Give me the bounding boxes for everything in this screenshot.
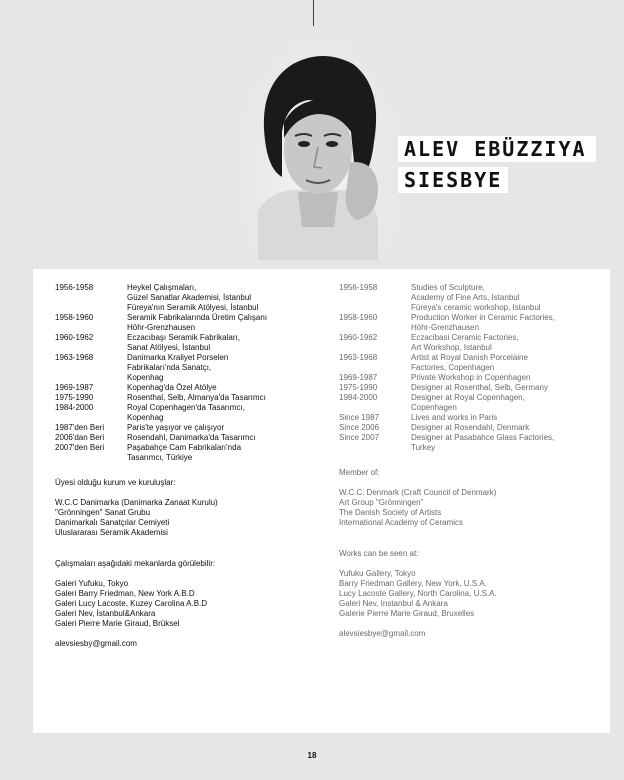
cv-entry xyxy=(55,443,320,463)
cv-years: 1984-2000 xyxy=(55,403,94,412)
galleries-list xyxy=(339,569,604,619)
membership-item: Danimarkalı Sanatçılar Cemiyeti xyxy=(55,518,170,527)
membership-item: The Danish Society of Artists xyxy=(339,508,442,517)
cv-list xyxy=(55,283,320,463)
cv-entry xyxy=(339,433,604,453)
cv-entry xyxy=(339,423,604,433)
cv-years: 1975-1990 xyxy=(55,393,94,402)
cv-entry xyxy=(55,283,320,313)
cv-entry xyxy=(55,423,320,433)
cv-description: Production Worker in Ceramic Factories, Höhr-Grenzhausen xyxy=(411,313,555,332)
cv-years: 2007'den Beri xyxy=(55,443,105,452)
cv-entry xyxy=(55,353,320,383)
cv-description: Royal Copenhagen'da Tasarımcı, Kopenhag xyxy=(127,403,245,422)
galleries-list xyxy=(55,579,320,629)
cv-description: Rosenthal, Selb, Almanya'da Tasarımcı xyxy=(127,393,266,402)
cv-years: 1969-1987 xyxy=(55,383,94,392)
cv-entry xyxy=(339,413,604,423)
cv-description: Lives and works in Paris xyxy=(411,413,498,422)
cv-description: Eczacibasi Ceramic Factories, Art Workshop, Istanbul xyxy=(411,333,519,352)
membership-list xyxy=(339,488,604,528)
contact-email[interactable]: alevsiesbye@gmail.com xyxy=(339,629,426,638)
membership-item: "Grönningen" Sanat Grubu xyxy=(55,508,151,517)
cv-years: Since 1987 xyxy=(339,413,380,422)
portrait-photo xyxy=(238,42,398,260)
cv-years: 2006'dan Beri xyxy=(55,433,105,442)
gallery-item: Galeri Nev, Instanbul & Ankara xyxy=(339,599,448,608)
gallery-item: Galeri Barry Friedman, New York A.B.D xyxy=(55,589,195,598)
membership-item: W.C.C. Denmark (Craft Council of Denmark) xyxy=(339,488,497,497)
cv-description: Designer at Rosenthal, Selb, Germany xyxy=(411,383,548,392)
top-divider-rule xyxy=(313,0,314,26)
cv-years: 1987'den Beri xyxy=(55,423,105,432)
galleries-heading: Works can be seen at: xyxy=(339,549,419,558)
cv-years: Since 2006 xyxy=(339,423,380,432)
gallery-item: Galeri Nev, İstanbul&Ankara xyxy=(55,609,156,618)
membership-item: International Academy of Ceramics xyxy=(339,518,464,527)
cv-description: Kopenhag'da Özel Atölye xyxy=(127,383,217,392)
membership-heading: Member of: xyxy=(339,468,380,477)
cv-years: 1969-1987 xyxy=(339,373,378,382)
portrait-illustration xyxy=(238,42,398,260)
cv-years: 1956-1958 xyxy=(339,283,378,292)
gallery-item: Yufuku Gallery, Tokyo xyxy=(339,569,416,578)
cv-entry xyxy=(339,383,604,393)
cv-entry xyxy=(55,393,320,403)
membership-item: Art Group "Grönningen" xyxy=(339,498,424,507)
membership-list xyxy=(55,498,320,538)
cv-description: Paris'te yaşıyor ve çalışıyor xyxy=(127,423,225,432)
gallery-item: Galeri Yufuku, Tokyo xyxy=(55,579,129,588)
gallery-item: Barry Friedman Gallery, New York, U.S.A. xyxy=(339,579,487,588)
cv-description: Rosendahl, Danimarka'da Tasarımcı xyxy=(127,433,256,442)
page-number: 18 xyxy=(307,751,317,760)
cv-years: 1960-1962 xyxy=(55,333,94,342)
cv-description: Danimarka Kraliyet Porselen Fabrikaları'nda Sanatçı, Kopenhag xyxy=(127,353,229,382)
cv-description: Paşabahçe Cam Fabrikaları'nda Tasarımcı, Türkiye xyxy=(127,443,242,462)
biography-panel-english xyxy=(317,269,610,733)
cv-description: Seramik Fabrikalarında Üretim Çalışanı Höhr-Grenzhausen xyxy=(127,313,268,332)
cv-years: 1984-2000 xyxy=(339,393,378,402)
cv-years: 1975-1990 xyxy=(339,383,378,392)
membership-item: Uluslararası Seramik Akademisi xyxy=(55,528,168,537)
cv-entry xyxy=(55,383,320,393)
artist-name-line-1: ALEV EBÜZZIYA xyxy=(398,136,596,162)
galleries-heading: Çalışmaları aşağıdaki mekanlarda görülebilir: xyxy=(55,559,216,568)
cv-description: Artist at Royal Danish Porcelaine Factories, Copenhagen xyxy=(411,353,528,372)
cv-description: Designer at Royal Copenhagen, Copenhagen xyxy=(411,393,525,412)
cv-description: Heykel Çalışmaları, Güzel Sanatlar Akademisi, İstanbul Füreya'nın Seramik Atölyesi, İstanbul xyxy=(127,283,259,312)
gallery-item: Galerie Pierre Marie Giraud, Bruxelles xyxy=(339,609,475,618)
cv-years: 1963-1968 xyxy=(55,353,94,362)
cv-years: 1958-1960 xyxy=(339,313,378,322)
cv-entry xyxy=(55,433,320,443)
gallery-item: Galeri Lucy Lacoste, Kuzey Carolina A.B.D xyxy=(55,599,208,608)
gallery-item: Galeri Pierre Marie Giraud, Brüksel xyxy=(55,619,180,628)
membership-heading: Üyesi olduğu kurum ve kuruluşlar: xyxy=(55,478,176,487)
cv-description: Eczacıbaşı Seramik Fabrikaları, Sanat Atölyesi, İstanbul xyxy=(127,333,240,352)
cv-years: 1956-1958 xyxy=(55,283,94,292)
cv-description: Designer at Rosendahl, Denmark xyxy=(411,423,530,432)
cv-entry xyxy=(339,333,604,353)
cv-list xyxy=(339,283,604,453)
cv-entry xyxy=(339,373,604,383)
cv-entry xyxy=(55,403,320,423)
cv-entry xyxy=(55,333,320,353)
cv-years: 1960-1962 xyxy=(339,333,378,342)
cv-description: Studies of Sculpture, Academy of Fine Arts, Istanbul Füreya's ceramic workshop, Istanbul xyxy=(411,283,541,312)
cv-years: 1958-1960 xyxy=(55,313,94,322)
membership-item: W.C.C Danimarka (Danimarka Zanaat Kurulu) xyxy=(55,498,218,507)
cv-years: Since 2007 xyxy=(339,433,380,442)
artist-name-line-2: SIESBYE xyxy=(398,167,508,193)
cv-description: Designer at Pasabahce Glass Factories, Turkey xyxy=(411,433,555,452)
cv-entry xyxy=(339,313,604,333)
biography-panel-turkish xyxy=(33,269,326,733)
cv-entry xyxy=(339,283,604,313)
cv-entry xyxy=(339,353,604,373)
cv-years: 1963-1968 xyxy=(339,353,378,362)
cv-description: Private Workshop in Copenhagen xyxy=(411,373,531,382)
gallery-item: Lucy Lacoste Gallery, North Carolina, U.S.A. xyxy=(339,589,497,598)
cv-entry xyxy=(339,393,604,413)
contact-email[interactable]: alevsiesby@gmail.com xyxy=(55,639,137,648)
cv-entry xyxy=(55,313,320,333)
